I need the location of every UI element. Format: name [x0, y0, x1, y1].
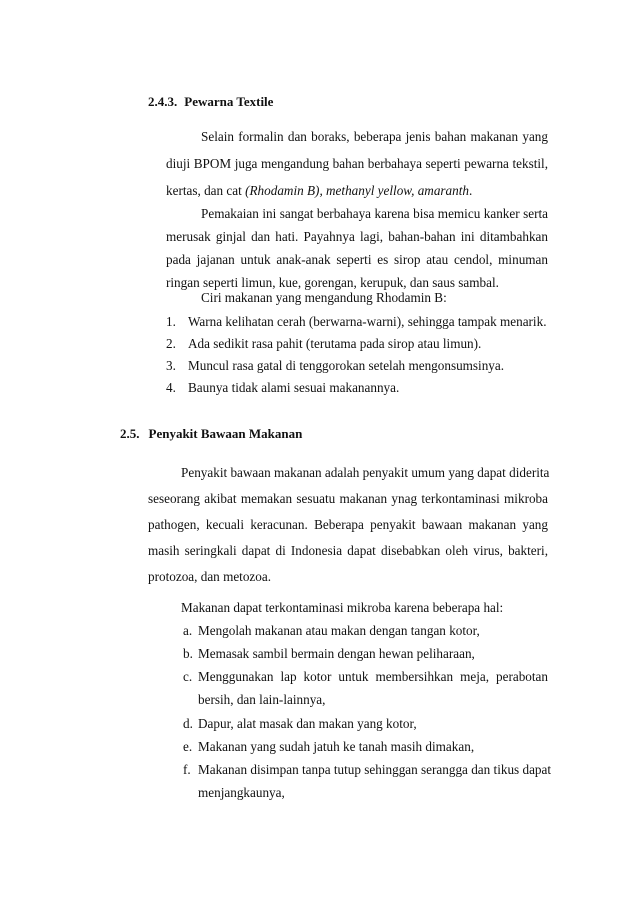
list-item-text: bersih, dan lain-lainnya,: [198, 692, 326, 707]
subsection-number: 2.4.3.: [148, 94, 178, 109]
list-item-text: Muncul rasa gatal di tenggorokan setelah mengonsumsinya.: [188, 358, 505, 373]
subsection-heading: [148, 94, 273, 110]
paragraph-text: kertas, dan cat: [166, 183, 246, 198]
paragraph-line: [166, 182, 548, 200]
list-item: [166, 313, 556, 331]
paragraph-line: protozoa, dan metozoa.: [148, 569, 272, 584]
contamination-list-intro: Makanan dapat terkontaminasi mikroba karena beberapa hal:: [181, 600, 504, 615]
list-marker: 3.: [166, 358, 176, 373]
list-item: [166, 335, 556, 353]
list-marker: 4.: [166, 380, 176, 395]
list-item-text: Ada sedikit rasa pahit (terutama pada sirop atau limun).: [188, 336, 482, 351]
paragraph-line: Penyakit bawaan makanan adalah penyakit umum yang dapat diderita: [181, 465, 550, 480]
list-item: [183, 761, 552, 779]
paragraph-line: pada jajanan untuk anak-anak seperti es sirop atau cendol, minuman: [166, 252, 548, 267]
paragraph-penyakit: [148, 464, 548, 584]
list-marker: c.: [183, 669, 193, 684]
list-item-text: Makanan disimpan tanpa tutup sehinggan serangga dan tikus dapat: [198, 762, 552, 777]
list-item: [183, 715, 548, 733]
paragraph-italic-text: (Rhodamin B), methanyl yellow, amaranth: [245, 183, 469, 198]
paragraph-line: diuji BPOM juga mengandung bahan berbahaya seperti pewarna tekstil,: [166, 156, 548, 171]
paragraph-line: pathogen, kecuali keracunan. Beberapa penyakit bawaan makanan yang: [148, 517, 548, 532]
rhodamin-list: [166, 313, 556, 399]
paragraph-line: Selain formalin dan boraks, beberapa jenis bahan makanan yang: [201, 129, 548, 144]
list-marker: 1.: [166, 314, 176, 329]
paragraph-text: .: [469, 183, 473, 198]
list-item-text: Baunya tidak alami sesuai makanannya.: [188, 380, 400, 395]
list-item-text: Mengolah makanan atau makan dengan tangan kotor,: [198, 623, 480, 638]
list-marker: 2.: [166, 336, 176, 351]
list-item-continuation: [183, 691, 548, 709]
list-marker: a.: [183, 623, 193, 638]
list-marker: e.: [183, 739, 193, 754]
paragraph-line: masih seringkali dapat di Indonesia dapat disebabkan oleh virus, bakteri,: [148, 543, 548, 558]
paragraph-line: seseorang akibat memakan sesuatu makanan ynag terkontaminasi mikroba: [148, 491, 548, 506]
list-item: [183, 668, 548, 686]
list-item: [166, 379, 556, 397]
paragraph-pewarna-2: [166, 205, 548, 295]
subsection-title: Pewarna Textile: [184, 94, 274, 109]
section-heading: [120, 426, 302, 442]
list-marker: f.: [183, 762, 191, 777]
list-item: [183, 738, 548, 756]
contamination-list: [183, 622, 552, 802]
paragraph-pewarna-1: [166, 128, 548, 200]
list-item-text: menjangkaunya,: [198, 785, 285, 800]
paragraph-line: ringan seperti limun, kue, gorengan, kerupuk, dan saus sambal.: [166, 275, 499, 290]
list-item-continuation: [183, 784, 548, 802]
section-number: 2.5.: [120, 426, 140, 441]
list-item: [183, 622, 548, 640]
list-item: [183, 645, 548, 663]
paragraph-line: merusak ginjal dan hati. Payahnya lagi, bahan-bahan ini ditambahkan: [166, 229, 548, 244]
rhodamin-list-intro: Ciri makanan yang mengandung Rhodamin B:: [201, 290, 447, 305]
list-marker: d.: [183, 716, 193, 731]
section-title: Penyakit Bawaan Makanan: [148, 426, 303, 441]
paragraph-line: Pemakaian ini sangat berbahaya karena bisa memicu kanker serta: [201, 206, 548, 221]
list-marker: b.: [183, 646, 193, 661]
list-item-text: Dapur, alat masak dan makan yang kotor,: [198, 716, 417, 731]
list-item: [166, 357, 556, 375]
list-item-text: Warna kelihatan cerah (berwarna-warni), sehingga tampak menarik.: [188, 314, 547, 329]
list-item-text: Memasak sambil bermain dengan hewan peliharaan,: [198, 646, 475, 661]
list-item-text: Menggunakan lap kotor untuk membersihkan meja, perabotan: [198, 669, 548, 684]
list-item-text: Makanan yang sudah jatuh ke tanah masih dimakan,: [198, 739, 475, 754]
